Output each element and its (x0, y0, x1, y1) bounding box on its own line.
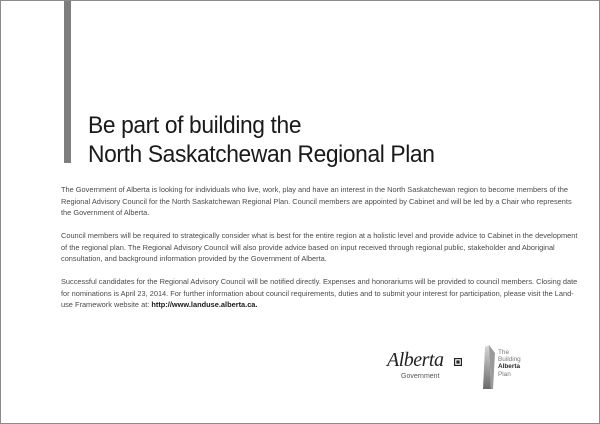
paragraph-intro: The Government of Alberta is looking for individuals who live, work, play and have an interest in the North Saskatchewan region to become members of the Regional Advisory Council for the North Saskatchewan Regional Plan. Council members are appointed by Cabinet and will be led by a Chair who represents the Government of Alberta. (61, 185, 572, 217)
plan-line-plan: Plan (498, 370, 511, 378)
accent-bar (64, 1, 71, 163)
plan-line-alberta: Alberta (498, 363, 521, 371)
closing-text: Successful candidates for the Regional Advisory Council will be notified directly. Expenses and honorariums will be provided to council members. Closing date for nominations is April 23, 2014. For further information about council requirements, duties and to submit your interest for participation, please visit the Land-use Framework website at: (61, 277, 578, 309)
building-alberta-plan-logo (479, 343, 539, 393)
building-plan-text (498, 349, 521, 378)
headline-line-2: North Saskatchewan Regional Plan (88, 141, 435, 168)
paragraph-closing (61, 276, 581, 311)
building-plan-graphic-icon (479, 343, 497, 391)
paragraph-council-role: Council members will be required to strategically consider what is best for the entire region at a holistic level and provide advice to Cabinet in the development of the regional plan. The Regional Advisory Council will also provide advice based on input received through regional public, stakeholder and Aboriginal consultation, and background information provided by the Government of Alberta. (61, 231, 578, 263)
alberta-government-label: Government (401, 373, 440, 380)
alberta-government-logo (387, 349, 467, 389)
alberta-wordmark: Alberta (387, 349, 444, 371)
headline-line-1: Be part of building the (88, 112, 302, 139)
alberta-flag-icon (454, 358, 462, 366)
plan-line-building: Building (498, 356, 521, 364)
headline (88, 111, 435, 169)
body-text (61, 184, 581, 322)
website-link[interactable]: http://www.landuse.alberta.ca. (151, 300, 258, 309)
plan-line-the: The (498, 349, 510, 356)
